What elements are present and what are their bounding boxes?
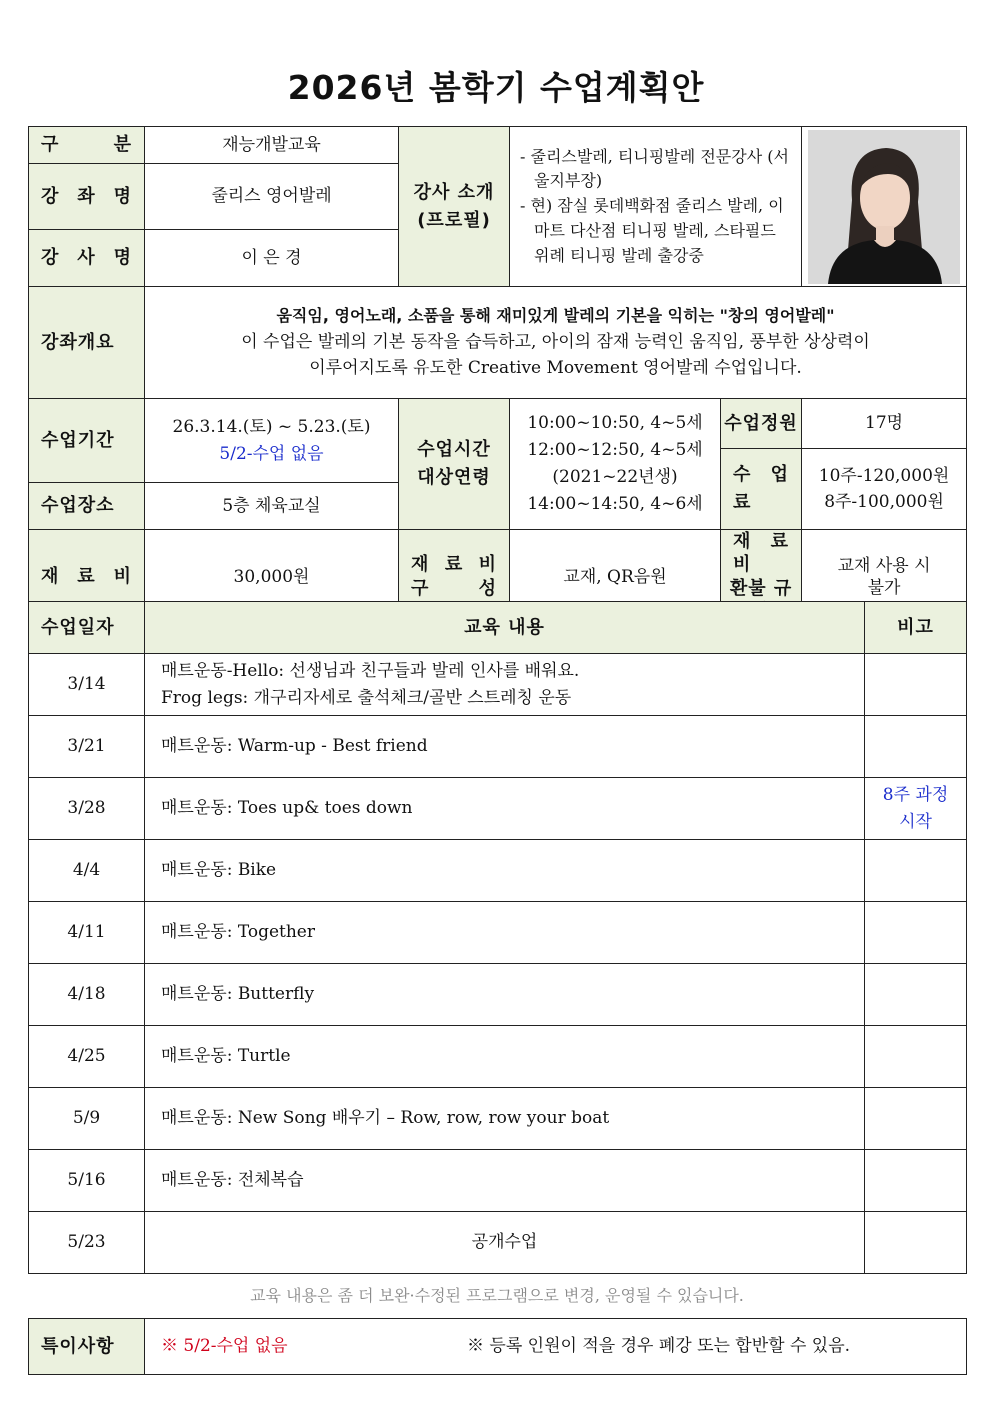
- time-value: [510, 399, 721, 530]
- instructor-photo-cell: [802, 127, 967, 287]
- schedule-header-content: 교육 내용: [145, 602, 865, 654]
- row-content-line-1: 매트운동: Together: [161, 922, 315, 943]
- time-line-1: 10:00~10:50, 4~5세: [527, 412, 703, 433]
- table-row: [29, 902, 967, 964]
- row-content-line-1: 매트운동: Bike: [161, 860, 277, 881]
- fee-label: 수 업 료: [721, 449, 802, 530]
- row-content-line-1: 매트운동: Turtle: [161, 1046, 291, 1067]
- row-content: [145, 964, 865, 1026]
- profile-label-line2: (프로필): [417, 209, 491, 231]
- table-row: [29, 778, 967, 840]
- row-note: [865, 840, 967, 902]
- refund-line-1: 교재 사용 시: [837, 555, 931, 576]
- profile-label-line1: 강사 소개: [413, 181, 495, 203]
- row-content: [145, 778, 865, 840]
- overview-line-1: 이 수업은 발레의 기본 동작을 습득하고, 아이의 잠재 능력인 움직임, 풍부한 상상력이: [241, 331, 870, 352]
- capacity-label: 수업정원: [721, 399, 802, 449]
- table-row: [29, 840, 967, 902]
- row-content-line-1: 매트운동: New Song 배우기 – Row, row, row your boat: [161, 1108, 610, 1129]
- row-note: [865, 1026, 967, 1088]
- overview-label: 강좌개요: [29, 287, 145, 399]
- disclaimer-text: 교육 내용은 좀 더 보완·수정된 프로그램으로 변경, 운영될 수 있습니다.: [250, 1286, 744, 1305]
- profile-line-1: - 줄리스발레, 티니핑발레 전문강사 (서울지부장): [520, 146, 789, 191]
- row-note: [865, 654, 967, 716]
- row-content-line-1: 매트운동: Warm-up - Best friend: [161, 736, 428, 757]
- table-row: [29, 716, 967, 778]
- row-note: [865, 1150, 967, 1212]
- period-note: 5/2-수업 없음: [219, 443, 324, 464]
- page-title: 2026년 봄학기 수업계획안: [287, 68, 705, 107]
- row-date: 5/23: [29, 1212, 145, 1274]
- row-content: [145, 1150, 865, 1212]
- row-content-line-1: 매트운동: Toes up& toes down: [161, 798, 413, 819]
- category-label: 구 분: [29, 127, 145, 164]
- row-note-line-1: 8주 과정: [882, 785, 949, 806]
- row-note-line-2: 시작: [899, 811, 932, 832]
- overview-line-2: 이루어지도록 유도한 Creative Movement 영어발레 수업입니다.: [309, 357, 802, 378]
- special-red-note: ※ 5/2-수업 없음: [161, 1336, 288, 1357]
- category-value: 재능개발교육: [145, 127, 399, 164]
- schedule-header-date: 수업일자: [29, 602, 145, 654]
- table-row: [29, 1212, 967, 1274]
- refund-label-line2: 환불 규: [729, 577, 793, 599]
- refund-label-line1: 재 료 비: [733, 531, 790, 576]
- row-date: 5/9: [29, 1088, 145, 1150]
- material-fee-label: 재 료 비: [29, 530, 145, 625]
- special-note: ※ 등록 인원이 적을 경우 폐강 또는 합반할 수 있음.: [467, 1336, 851, 1357]
- period-dates: 26.3.14.(토) ~ 5.23.(토): [172, 417, 371, 438]
- material-comp-value: 교재, QR음원: [510, 530, 721, 625]
- row-note: [865, 1212, 967, 1274]
- fee-line-1: 10주-120,000원: [818, 465, 950, 486]
- time-label: [399, 399, 510, 530]
- row-date: 5/16: [29, 1150, 145, 1212]
- place-value: 5층 체육교실: [145, 483, 399, 530]
- time-line-3: (2021~22년생): [552, 467, 678, 487]
- material-fee-value: 30,000원: [145, 530, 399, 625]
- row-note: [865, 716, 967, 778]
- row-content: [145, 1088, 865, 1150]
- row-content-line-2: Frog legs: 개구리자세로 출석체크/골반 스트레칭 운동: [161, 687, 572, 708]
- row-note: [865, 964, 967, 1026]
- row-content: [145, 716, 865, 778]
- table-row: [29, 654, 967, 716]
- row-content: [145, 1026, 865, 1088]
- course-name-label: 강 좌 명: [29, 164, 145, 230]
- refund-line-2: 불가: [867, 577, 901, 598]
- course-name-value: 줄리스 영어발레: [145, 164, 399, 230]
- row-content: [145, 1212, 865, 1274]
- row-date: 3/28: [29, 778, 145, 840]
- table-row: [29, 1026, 967, 1088]
- instructor-value: 이 은 경: [145, 230, 399, 287]
- table-row: [29, 1150, 967, 1212]
- schedule-table: [28, 601, 967, 1274]
- instructor-photo: [808, 130, 960, 284]
- place-label: 수업장소: [29, 483, 145, 530]
- profile-text: [510, 127, 802, 287]
- row-note: [865, 778, 967, 840]
- fee-line-2: 8주-100,000원: [824, 492, 944, 512]
- row-content-line-1: 공개수업: [471, 1232, 538, 1253]
- row-note: [865, 1088, 967, 1150]
- time-line-2: 12:00~12:50, 4~5세: [527, 439, 703, 460]
- overview-text: [145, 287, 967, 399]
- row-content-line-1: 매트운동: 전체복습: [161, 1170, 304, 1191]
- special-label: 특이사항: [29, 1319, 145, 1375]
- period-value: [145, 399, 399, 483]
- profile-line-2: - 현) 잠실 롯데백화점 줄리스 발레, 이마트 다산점 티니핑 발레, 스타필드위례 티니핑 발레 출강중: [520, 196, 784, 265]
- table-row: [29, 964, 967, 1026]
- instructor-label: 강 사 명: [29, 230, 145, 287]
- course-info-table: [28, 126, 967, 625]
- time-label-line2: 대상연령: [417, 467, 491, 488]
- row-content-line-1: 매트운동-Hello: 선생님과 친구들과 발레 인사를 배워요.: [161, 661, 580, 682]
- time-label-line1: 수업시간: [417, 439, 491, 461]
- row-date: 4/25: [29, 1026, 145, 1088]
- row-date: 3/21: [29, 716, 145, 778]
- row-content: [145, 902, 865, 964]
- table-row: [29, 1088, 967, 1150]
- overview-headline: 움직임, 영어노래, 소품을 통해 재미있게 발레의 기본을 익히는 "창의 영어발레": [276, 305, 835, 325]
- fee-value: [802, 449, 967, 530]
- capacity-value: 17명: [802, 399, 967, 449]
- period-label: 수업기간: [29, 399, 145, 483]
- row-date: 3/14: [29, 654, 145, 716]
- material-comp-label-line1: 재 료 비: [411, 554, 498, 576]
- material-comp-label-line2: 구 성: [411, 577, 498, 599]
- row-note: [865, 902, 967, 964]
- row-content: [145, 654, 865, 716]
- special-notes-table: [28, 1318, 967, 1375]
- profile-label: [399, 127, 510, 287]
- row-date: 4/18: [29, 964, 145, 1026]
- schedule-header-note: 비고: [865, 602, 967, 654]
- time-line-4: 14:00~14:50, 4~6세: [527, 494, 703, 515]
- row-content: [145, 840, 865, 902]
- row-date: 4/4: [29, 840, 145, 902]
- row-content-line-1: 매트운동: Butterfly: [161, 984, 315, 1005]
- row-date: 4/11: [29, 902, 145, 964]
- special-notes: [145, 1319, 967, 1375]
